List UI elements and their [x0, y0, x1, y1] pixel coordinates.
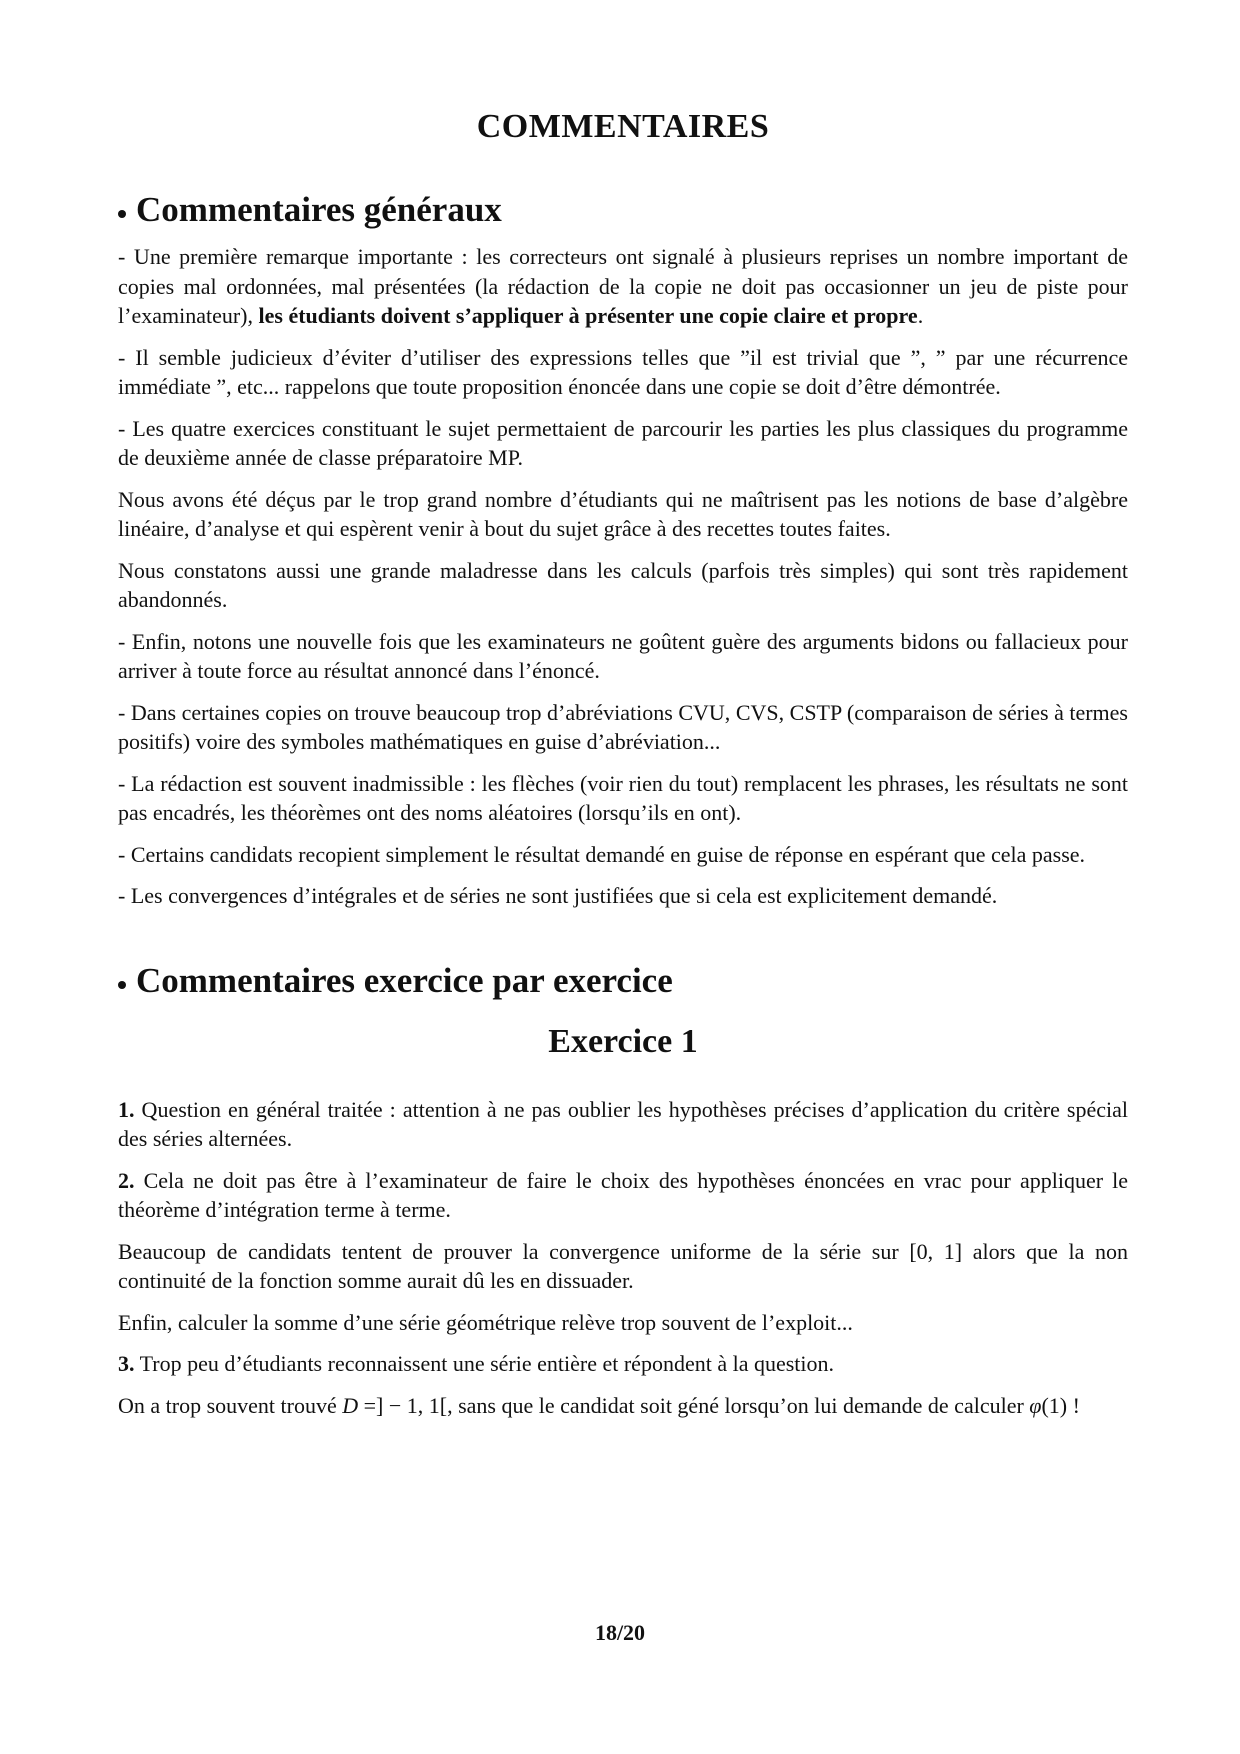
question-3-number: 3.: [118, 1351, 135, 1376]
question-3: [118, 1349, 1128, 1379]
question-3-paragraph-2: [118, 1391, 1128, 1421]
question-1: [118, 1095, 1128, 1154]
section-heading-general-text: Commentaires généraux: [136, 190, 502, 229]
paragraph-3: - Les quatre exercices constituant le sujet permettaient de parcourir les parties les plus classiques du programme de deuxième année de classe préparatoire MP.: [118, 415, 1128, 470]
section-heading-exercises-text: Commentaires exercice par exercice: [136, 960, 673, 1000]
paragraph-1-a: - Une première remarque importante : les correcteurs ont signalé à plusieurs reprises un nombre important de copies mal ordonnées, mal présentées (la rédaction de la copie ne doit pas occasionner un jeu de piste pour l’examinateur),: [118, 244, 1128, 328]
question-3-p2-a: On a trop souvent trouvé: [118, 1392, 343, 1418]
question-2-text: Cela ne doit pas être à l’examinateur de faire le choix des hypothèses énoncées en vrac pour appliquer le théorème d’intégration terme à terme.: [118, 1167, 1128, 1222]
bullet-icon: [118, 210, 126, 218]
question-2-paragraph-2: Beaucoup de candidats tentent de prouver la convergence uniforme de la série sur [0, 1] alors que la non continuité de la fonction somme aurait dû les en dissuader.: [118, 1238, 1128, 1293]
question-2-number: 2.: [118, 1167, 135, 1193]
paragraph-1: [118, 242, 1128, 331]
section-gap: [118, 923, 1128, 961]
math-D: D: [342, 1392, 359, 1418]
bullet-icon: [118, 981, 126, 989]
page-title: COMMENTAIRES: [476, 108, 770, 145]
paragraph-9: - Certains candidats recopient simplement le résultat demandé en guise de réponse en espérant que cela passe.: [118, 841, 1086, 867]
math-phi: φ: [1029, 1392, 1042, 1418]
paragraph-7: - Dans certaines copies on trouve beaucoup trop d’abréviations CVU, CVS, CSTP (comparaison de séries à termes positifs) voire des symboles mathématiques en guise d’abréviation...: [118, 699, 1128, 754]
question-3-p2-b: =] − 1, 1[, sans que le candidat soit géné lorsqu’on lui demande de calculer: [358, 1392, 1030, 1418]
question-3-text: Trop peu d’étudiants reconnaissent une série entière et répondent à la question.: [134, 1351, 835, 1376]
paragraph-2: - Il semble judicieux d’éviter d’utiliser des expressions telles que ”il est trivial que ”, ” par une récurrence immédiate ”, etc... rappelons que toute proposition énoncée dans une copie se doit d’être démontrée.: [118, 344, 1128, 399]
exercise-title: Exercice 1: [548, 1022, 698, 1060]
section-heading-general: [118, 190, 1128, 230]
paragraph-4: Nous avons été déçus par le trop grand nombre d’étudiants qui ne maîtrisent pas les notions de base d’algèbre linéaire, d’analyse et qui espèrent venir à bout du sujet grâce à des recettes toutes faites.: [118, 486, 1128, 541]
paragraph-10: - Les convergences d’intégrales et de séries ne sont justifiées que si cela est explicitement demandé.: [118, 883, 998, 908]
question-2-paragraph-3: Enfin, calculer la somme d’une série géométrique relève trop souvent de l’exploit...: [118, 1309, 853, 1335]
question-1-number: 1.: [118, 1096, 135, 1122]
section-heading-exercises: [118, 961, 1128, 1001]
paragraph-1-c: .: [917, 303, 924, 328]
paragraph-1-bold: les étudiants doivent s’appliquer à présenter une copie claire et propre: [258, 303, 918, 328]
paragraph-6: - Enfin, notons une nouvelle fois que les examinateurs ne goûtent guère des arguments bidons ou fallacieux pour arriver à toute force au résultat annoncé dans l’énoncé.: [118, 628, 1128, 683]
paragraph-5: Nous constatons aussi une grande maladresse dans les calculs (parfois très simples) qui sont très rapidement abandonnés.: [118, 557, 1128, 612]
document-page: [118, 108, 1128, 1432]
question-1-text: Question en général traitée : attention à ne pas oublier les hypothèses précises d’application du critère spécial des séries alternées.: [118, 1096, 1128, 1151]
page-number: 18/20: [594, 1620, 646, 1645]
question-3-p2-c: (1) !: [1041, 1392, 1080, 1418]
paragraph-8: - La rédaction est souvent inadmissible : les flèches (voir rien du tout) remplacent les phrases, les résultats ne sont pas encadrés, les théorèmes ont des noms aléatoires (lorsqu’ils en ont).: [118, 770, 1128, 825]
question-2: [118, 1166, 1128, 1225]
